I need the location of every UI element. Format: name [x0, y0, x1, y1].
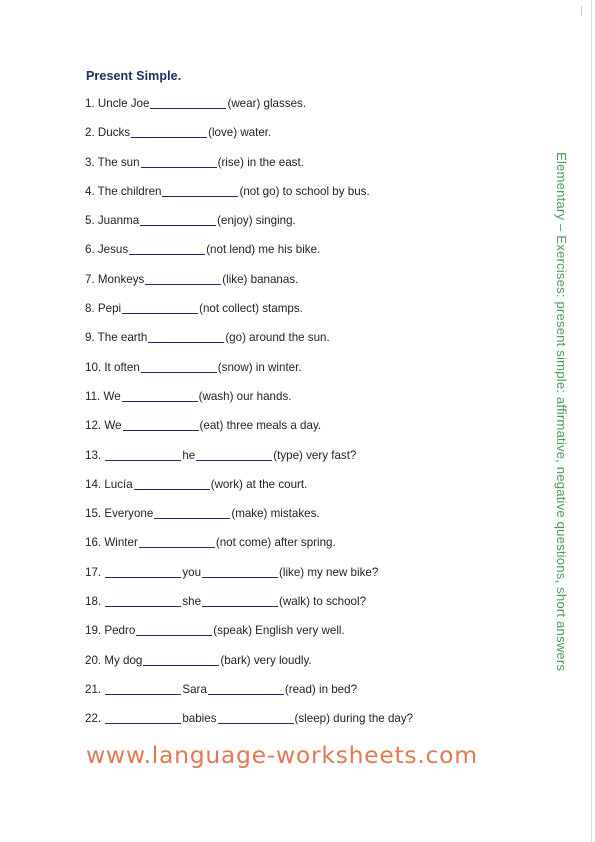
- exercise-text: (not come) after spring.: [215, 536, 336, 550]
- exercise-text: 14. Lucía: [85, 477, 133, 491]
- answer-blank[interactable]: [196, 448, 272, 461]
- side-label-container: [554, 152, 580, 678]
- exercise-item: [85, 711, 555, 740]
- exercise-text: 16. Winter: [85, 536, 138, 550]
- exercise-text: (type) very fast?: [273, 448, 357, 462]
- answer-blank[interactable]: [148, 330, 224, 343]
- answer-blank[interactable]: [139, 535, 215, 548]
- exercise-text: she: [182, 595, 202, 609]
- answer-blank[interactable]: [141, 360, 217, 373]
- exercise-text: 17.: [85, 565, 105, 579]
- exercise-item: [85, 418, 555, 447]
- exercise-item: [85, 506, 555, 535]
- exercise-text: you: [182, 565, 202, 579]
- exercise-item: [85, 96, 555, 125]
- exercise-text: (go) around the sun.: [225, 331, 330, 345]
- exercise-item: [85, 272, 555, 301]
- exercise-item: [85, 535, 555, 564]
- exercise-text: 21.: [85, 682, 105, 696]
- exercise-item: [85, 301, 555, 330]
- exercise-text: 22.: [85, 712, 105, 726]
- exercise-text: 12. We: [85, 419, 122, 433]
- exercise-text: (wash) our hands.: [198, 389, 292, 403]
- exercise-text: (not lend) me his bike.: [206, 243, 321, 257]
- exercise-text: (make) mistakes.: [231, 507, 320, 521]
- exercise-text: (not go) to school by bus.: [239, 184, 370, 198]
- exercise-item: [85, 125, 555, 154]
- exercise-text: 13.: [85, 448, 105, 462]
- exercise-text: (love) water.: [208, 126, 272, 140]
- exercise-text: (bark) very loudly.: [220, 653, 312, 667]
- exercise-text: 2. Ducks: [85, 126, 131, 140]
- exercise-item: [85, 242, 555, 271]
- exercise-item: [85, 360, 555, 389]
- answer-blank[interactable]: [136, 623, 212, 636]
- exercise-text: (walk) to school?: [279, 595, 367, 609]
- answer-blank[interactable]: [123, 418, 199, 431]
- exercise-text: (snow) in winter.: [217, 360, 302, 374]
- answer-blank[interactable]: [143, 653, 219, 666]
- exercise-text: 10. It often: [85, 360, 140, 374]
- exercise-text: (wear) glasses.: [227, 97, 307, 110]
- exercise-text: (sleep) during the day?: [294, 712, 414, 726]
- answer-blank[interactable]: [162, 184, 238, 197]
- exercise-text: 18.: [85, 595, 105, 609]
- exercise-item: [85, 623, 555, 652]
- page-edge-mark: [581, 6, 582, 16]
- exercise-list: [85, 96, 555, 741]
- answer-blank[interactable]: [134, 477, 210, 490]
- exercise-text: Sara: [182, 682, 207, 696]
- exercise-text: 7. Monkeys: [85, 272, 145, 286]
- answer-blank[interactable]: [140, 213, 216, 226]
- exercise-text: 19. Pedro: [85, 624, 136, 638]
- answer-blank[interactable]: [202, 594, 278, 607]
- answer-blank[interactable]: [105, 711, 181, 724]
- exercise-text: (like) bananas.: [222, 272, 299, 286]
- answer-blank[interactable]: [122, 301, 198, 314]
- exercise-text: (eat) three meals a day.: [199, 419, 322, 433]
- exercise-text: (enjoy) singing.: [217, 214, 296, 228]
- answer-blank[interactable]: [150, 96, 226, 109]
- answer-blank[interactable]: [105, 448, 181, 461]
- side-label: Elementary – Exercises: present simple: affirmative, negative questions, short answers: [554, 152, 569, 672]
- exercise-item: [85, 330, 555, 359]
- exercise-text: (not collect) stamps.: [199, 302, 303, 316]
- answer-blank[interactable]: [105, 682, 181, 695]
- answer-blank[interactable]: [122, 389, 198, 402]
- worksheet-title: Present Simple.: [86, 69, 182, 83]
- website-footer: www.language-worksheets.com: [86, 741, 478, 769]
- exercise-text: (rise) in the east.: [217, 155, 304, 169]
- answer-blank[interactable]: [141, 155, 217, 168]
- exercise-item: [85, 448, 555, 477]
- answer-blank[interactable]: [218, 711, 294, 724]
- answer-blank[interactable]: [208, 682, 284, 695]
- exercise-item: [85, 682, 555, 711]
- answer-blank[interactable]: [131, 125, 207, 138]
- exercise-item: [85, 155, 555, 184]
- answer-blank[interactable]: [105, 594, 181, 607]
- exercise-text: 3. The sun: [85, 155, 140, 169]
- exercise-text: 1. Uncle Joe: [85, 97, 150, 110]
- exercise-item: [85, 653, 555, 682]
- exercise-text: 4. The children: [85, 184, 162, 198]
- exercise-item: [85, 184, 555, 213]
- exercise-text: 15. Everyone: [85, 507, 154, 521]
- exercise-text: 11. We: [85, 389, 121, 403]
- exercise-item: [85, 594, 555, 623]
- exercise-text: 20. My dog: [85, 653, 143, 667]
- exercise-text: 5. Juanma: [85, 214, 140, 228]
- answer-blank[interactable]: [105, 565, 181, 578]
- exercise-text: (work) at the court.: [210, 477, 308, 491]
- exercise-text: 6. Jesus: [85, 243, 129, 257]
- answer-blank[interactable]: [154, 506, 230, 519]
- exercise-item: [85, 389, 555, 418]
- exercise-item: [85, 213, 555, 242]
- exercise-text: babies: [182, 712, 217, 726]
- answer-blank[interactable]: [202, 565, 278, 578]
- answer-blank[interactable]: [145, 272, 221, 285]
- exercise-text: 8. Pepi: [85, 302, 122, 316]
- exercise-text: he: [182, 448, 196, 462]
- answer-blank[interactable]: [129, 242, 205, 255]
- exercise-text: (read) in bed?: [284, 682, 358, 696]
- exercise-text: 9. The earth: [85, 331, 148, 345]
- page-edge-line: [591, 0, 592, 842]
- exercise-text: (like) my new bike?: [279, 565, 379, 579]
- exercise-item: [85, 565, 555, 594]
- exercise-item: [85, 477, 555, 506]
- exercise-text: (speak) English very well.: [213, 624, 345, 638]
